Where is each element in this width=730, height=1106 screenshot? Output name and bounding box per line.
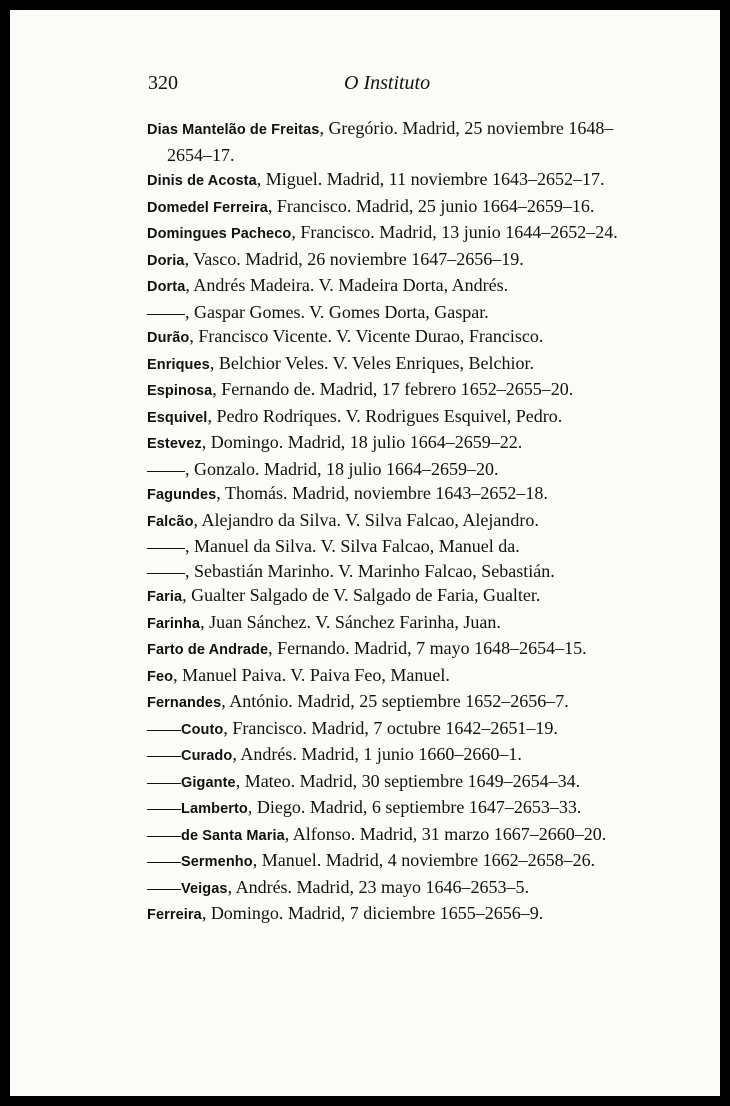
list-item [147, 689, 637, 716]
entry-text: , Francisco. Madrid, 25 junio 1664–2659–16. [267, 195, 595, 216]
continuation-dash [147, 716, 181, 741]
dash-rule [147, 889, 181, 890]
entry-headword: Fernandes [147, 695, 222, 711]
list-item [147, 457, 637, 482]
entry-text: , Andrés. Madrid, 23 mayo 1646–2653–5. [227, 876, 530, 897]
list-item [147, 116, 637, 167]
dash-rule [147, 573, 185, 574]
entry-text: , Manuel. Madrid, 4 noviembre 1662–2658–26. [252, 850, 596, 870]
entry-headword: Durão [147, 330, 190, 346]
entry-headword: Esquivel [147, 409, 208, 426]
page-header [148, 72, 618, 102]
list-item [147, 377, 637, 404]
continuation-dash [147, 559, 185, 584]
entry-headword: Feo [147, 668, 174, 685]
entry-text: , Fernando de. Madrid, 17 febrero 1652–2655–20. [212, 379, 574, 399]
continuation-dash [147, 822, 181, 847]
list-item [147, 795, 637, 822]
list-item [147, 822, 637, 849]
entry-headword: Couto [181, 721, 224, 738]
dash-rule [147, 548, 185, 549]
entry-text: , Sebastián Marinho. V. Marinho Falcao, Sebastián. [185, 560, 555, 581]
entry-headword: Domingues Pacheco [147, 226, 292, 242]
entry-headword: Sermenho [181, 854, 253, 870]
running-title: O Instituto [344, 72, 431, 94]
list-item [147, 220, 637, 247]
list-item [147, 430, 637, 457]
entry-text: , Gualter Salgado de V. Salgado de Faria, Gualter. [182, 585, 541, 605]
list-item [147, 534, 637, 559]
list-item [147, 901, 637, 928]
entry-headword: Fagundes [147, 487, 217, 503]
entry-text: , Francisco. Madrid, 13 junio 1644–2652–24. [291, 222, 618, 242]
dash-rule [147, 314, 185, 315]
entry-text: , Belchior Veles. V. Veles Enriques, Belchior. [209, 352, 534, 373]
dash-rule [147, 471, 185, 472]
list-item [147, 247, 637, 274]
entry-headword: Enriques [147, 356, 210, 373]
entry-headword: Ferreira [147, 907, 202, 923]
dash-rule [147, 756, 181, 757]
list-item [147, 324, 637, 351]
list-item [147, 194, 637, 221]
entry-text: , Andrés. Madrid, 1 junio 1660–2660–1. [232, 744, 522, 764]
document-page [10, 10, 720, 1096]
entry-headword: Espinosa [147, 383, 213, 399]
list-item [147, 583, 637, 610]
list-item [147, 875, 637, 902]
entry-text: , António. Madrid, 25 septiembre 1652–2656–7. [221, 691, 569, 711]
entry-headword: Dorta [147, 279, 186, 295]
page-number: 320 [148, 72, 178, 94]
continuation-dash [147, 300, 185, 325]
dash-rule [147, 809, 181, 810]
list-item [147, 636, 637, 663]
entry-headword: Gigante [181, 774, 236, 791]
list-item [147, 481, 637, 508]
entry-headword: Falcão [147, 513, 194, 530]
entry-headword: Faria [147, 589, 183, 605]
entry-headword: Farinha [147, 615, 201, 632]
continuation-dash [147, 795, 181, 820]
dash-rule [147, 783, 181, 784]
continuation-dash [147, 534, 185, 559]
dash-rule [147, 730, 181, 731]
list-item [147, 559, 637, 584]
entry-headword: Lamberto [181, 801, 248, 817]
entry-list [147, 116, 637, 928]
list-item [147, 404, 637, 431]
entry-text: , Pedro Rodriques. V. Rodrigues Esquivel, Pedro. [207, 405, 563, 426]
continuation-dash [147, 848, 181, 873]
entry-text: , Manuel Paiva. V. Paiva Feo, Manuel. [173, 664, 450, 685]
entry-headword: Estevez [147, 436, 202, 452]
entry-text: , Mateo. Madrid, 30 septiembre 1649–2654–34. [235, 770, 581, 791]
entry-text: , Miguel. Madrid, 11 noviembre 1643–2652–17. [256, 169, 605, 189]
entry-text: , Francisco Vicente. V. Vicente Durao, Francisco. [189, 326, 544, 346]
entry-headword: Farto de Andrade [147, 642, 269, 658]
entry-text: , Alejandro da Silva. V. Silva Falcao, Alejandro. [193, 509, 539, 530]
list-item [147, 769, 637, 796]
dash-rule [147, 862, 181, 863]
entry-headword: Dinis de Acosta [147, 173, 257, 189]
entry-text: , Francisco. Madrid, 7 octubre 1642–2651–19. [223, 717, 558, 738]
entry-text: , Manuel da Silva. V. Silva Falcao, Manuel da. [185, 536, 520, 556]
entry-headword: de Santa Maria [181, 827, 285, 844]
entry-text: , Vasco. Madrid, 26 noviembre 1647–2656–19. [184, 248, 524, 269]
list-item [147, 848, 637, 875]
continuation-dash [147, 742, 181, 767]
list-item [147, 610, 637, 637]
entry-text: , Alfonso. Madrid, 31 marzo 1667–2660–20. [284, 823, 607, 844]
list-item [147, 273, 637, 300]
entry-text: , Gregório. Madrid, 25 noviembre 1648–2654–17. [167, 118, 614, 165]
entry-text: , Gaspar Gomes. V. Gomes Dorta, Gaspar. [185, 301, 489, 322]
list-item [147, 351, 637, 378]
entry-text: , Diego. Madrid, 6 septiembre 1647–2653–33. [247, 797, 582, 817]
entry-headword: Domedel Ferreira [147, 199, 268, 216]
list-item [147, 167, 637, 194]
entry-text: , Domingo. Madrid, 18 julio 1664–2659–22. [201, 432, 523, 452]
entry-headword: Veigas [181, 880, 228, 897]
entry-text: , Andrés Madeira. V. Madeira Dorta, Andrés. [185, 275, 509, 295]
entry-text: , Domingo. Madrid, 7 diciembre 1655–2656–9. [201, 903, 544, 923]
entry-headword: Doria [147, 252, 185, 269]
list-item [147, 716, 637, 743]
list-item [147, 300, 637, 325]
list-item [147, 742, 637, 769]
entry-text: , Fernando. Madrid, 7 mayo 1648–2654–15. [268, 638, 587, 658]
entry-text: , Thomás. Madrid, noviembre 1643–2652–18. [216, 483, 548, 503]
entry-text: , Juan Sánchez. V. Sánchez Farinha, Juan. [200, 611, 501, 632]
continuation-dash [147, 875, 181, 900]
list-item [147, 508, 637, 535]
continuation-dash [147, 457, 185, 482]
entry-headword: Curado [181, 748, 233, 764]
entry-headword: Dias Mantelão de Freitas [147, 122, 320, 138]
dash-rule [147, 836, 181, 837]
list-item [147, 663, 637, 690]
continuation-dash [147, 769, 181, 794]
entry-text: , Gonzalo. Madrid, 18 julio 1664–2659–20. [185, 458, 499, 479]
